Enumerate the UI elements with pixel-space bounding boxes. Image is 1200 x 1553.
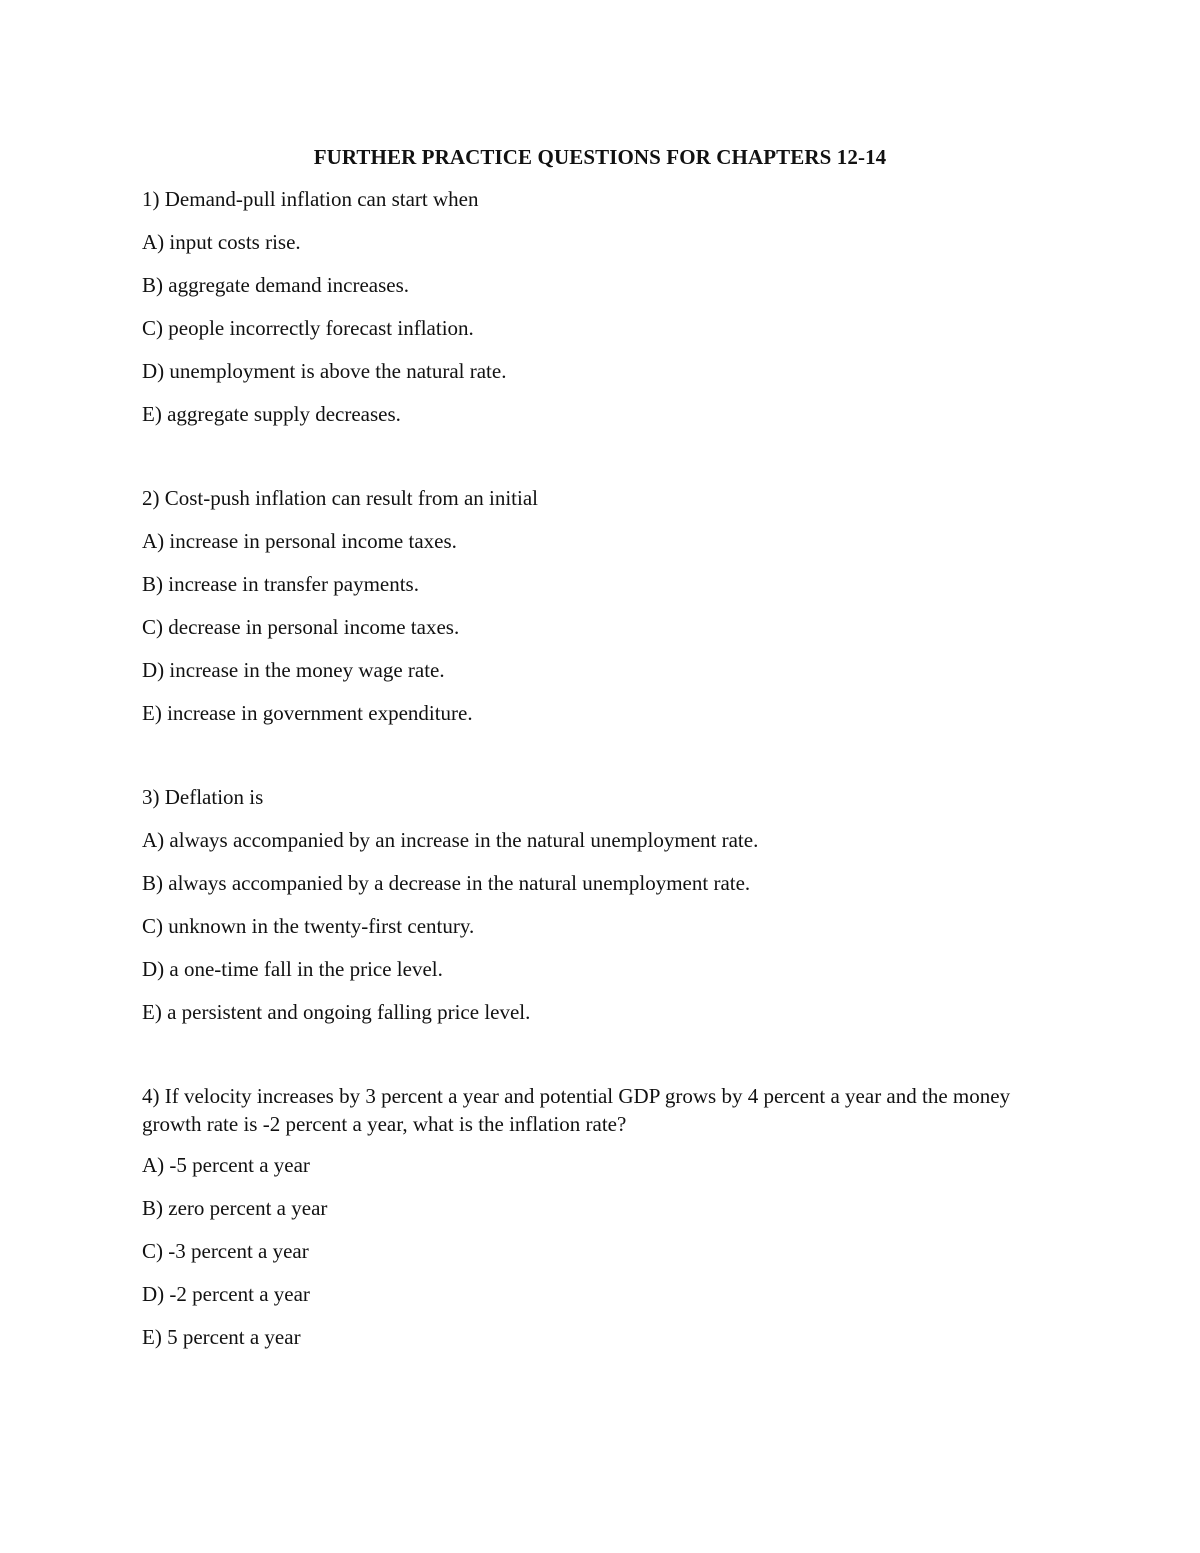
answer-option-a: A) -5 percent a year	[142, 1153, 310, 1177]
answer-option-d: D) increase in the money wage rate.	[142, 658, 445, 682]
answer-option-b: B) aggregate demand increases.	[142, 273, 410, 297]
answer-option-d: D) unemployment is above the natural rate.	[142, 359, 507, 383]
question-1	[142, 185, 1057, 443]
answer-option-d: D) -2 percent a year	[142, 1282, 310, 1306]
answer-option-b: B) increase in transfer payments.	[142, 572, 419, 596]
document-title: FURTHER PRACTICE QUESTIONS FOR CHAPTERS 12-14	[313, 145, 887, 169]
question-4	[142, 1082, 1057, 1366]
answer-option-c: C) people incorrectly forecast inflation.	[142, 316, 474, 340]
answer-option-e: E) increase in government expenditure.	[142, 701, 473, 725]
question-text: 2) Cost-push inflation can result from an initial	[142, 486, 539, 510]
question-text: 3) Deflation is	[142, 785, 264, 809]
answer-option-e: E) a persistent and ongoing falling price level.	[142, 1000, 531, 1024]
answer-option-b: B) zero percent a year	[142, 1196, 328, 1220]
answer-option-c: C) unknown in the twenty-first century.	[142, 914, 475, 938]
question-2	[142, 484, 1057, 742]
answer-option-c: C) decrease in personal income taxes.	[142, 615, 460, 639]
answer-option-e: E) 5 percent a year	[142, 1325, 301, 1349]
answer-option-e: E) aggregate supply decreases.	[142, 402, 401, 426]
question-text: 1) Demand-pull inflation can start when	[142, 187, 479, 211]
question-text: 4) If velocity increases by 3 percent a year and potential GDP grows by 4 percent a year and the money growth rate is -2 percent a year, what is the inflation rate?	[142, 1084, 1011, 1136]
answer-option-a: A) always accompanied by an increase in the natural unemployment rate.	[142, 828, 759, 852]
answer-option-a: A) increase in personal income taxes.	[142, 529, 457, 553]
question-3	[142, 783, 1057, 1041]
answer-option-b: B) always accompanied by a decrease in the natural unemployment rate.	[142, 871, 751, 895]
answer-option-a: A) input costs rise.	[142, 230, 301, 254]
answer-option-d: D) a one-time fall in the price level.	[142, 957, 443, 981]
answer-option-c: C) -3 percent a year	[142, 1239, 309, 1263]
